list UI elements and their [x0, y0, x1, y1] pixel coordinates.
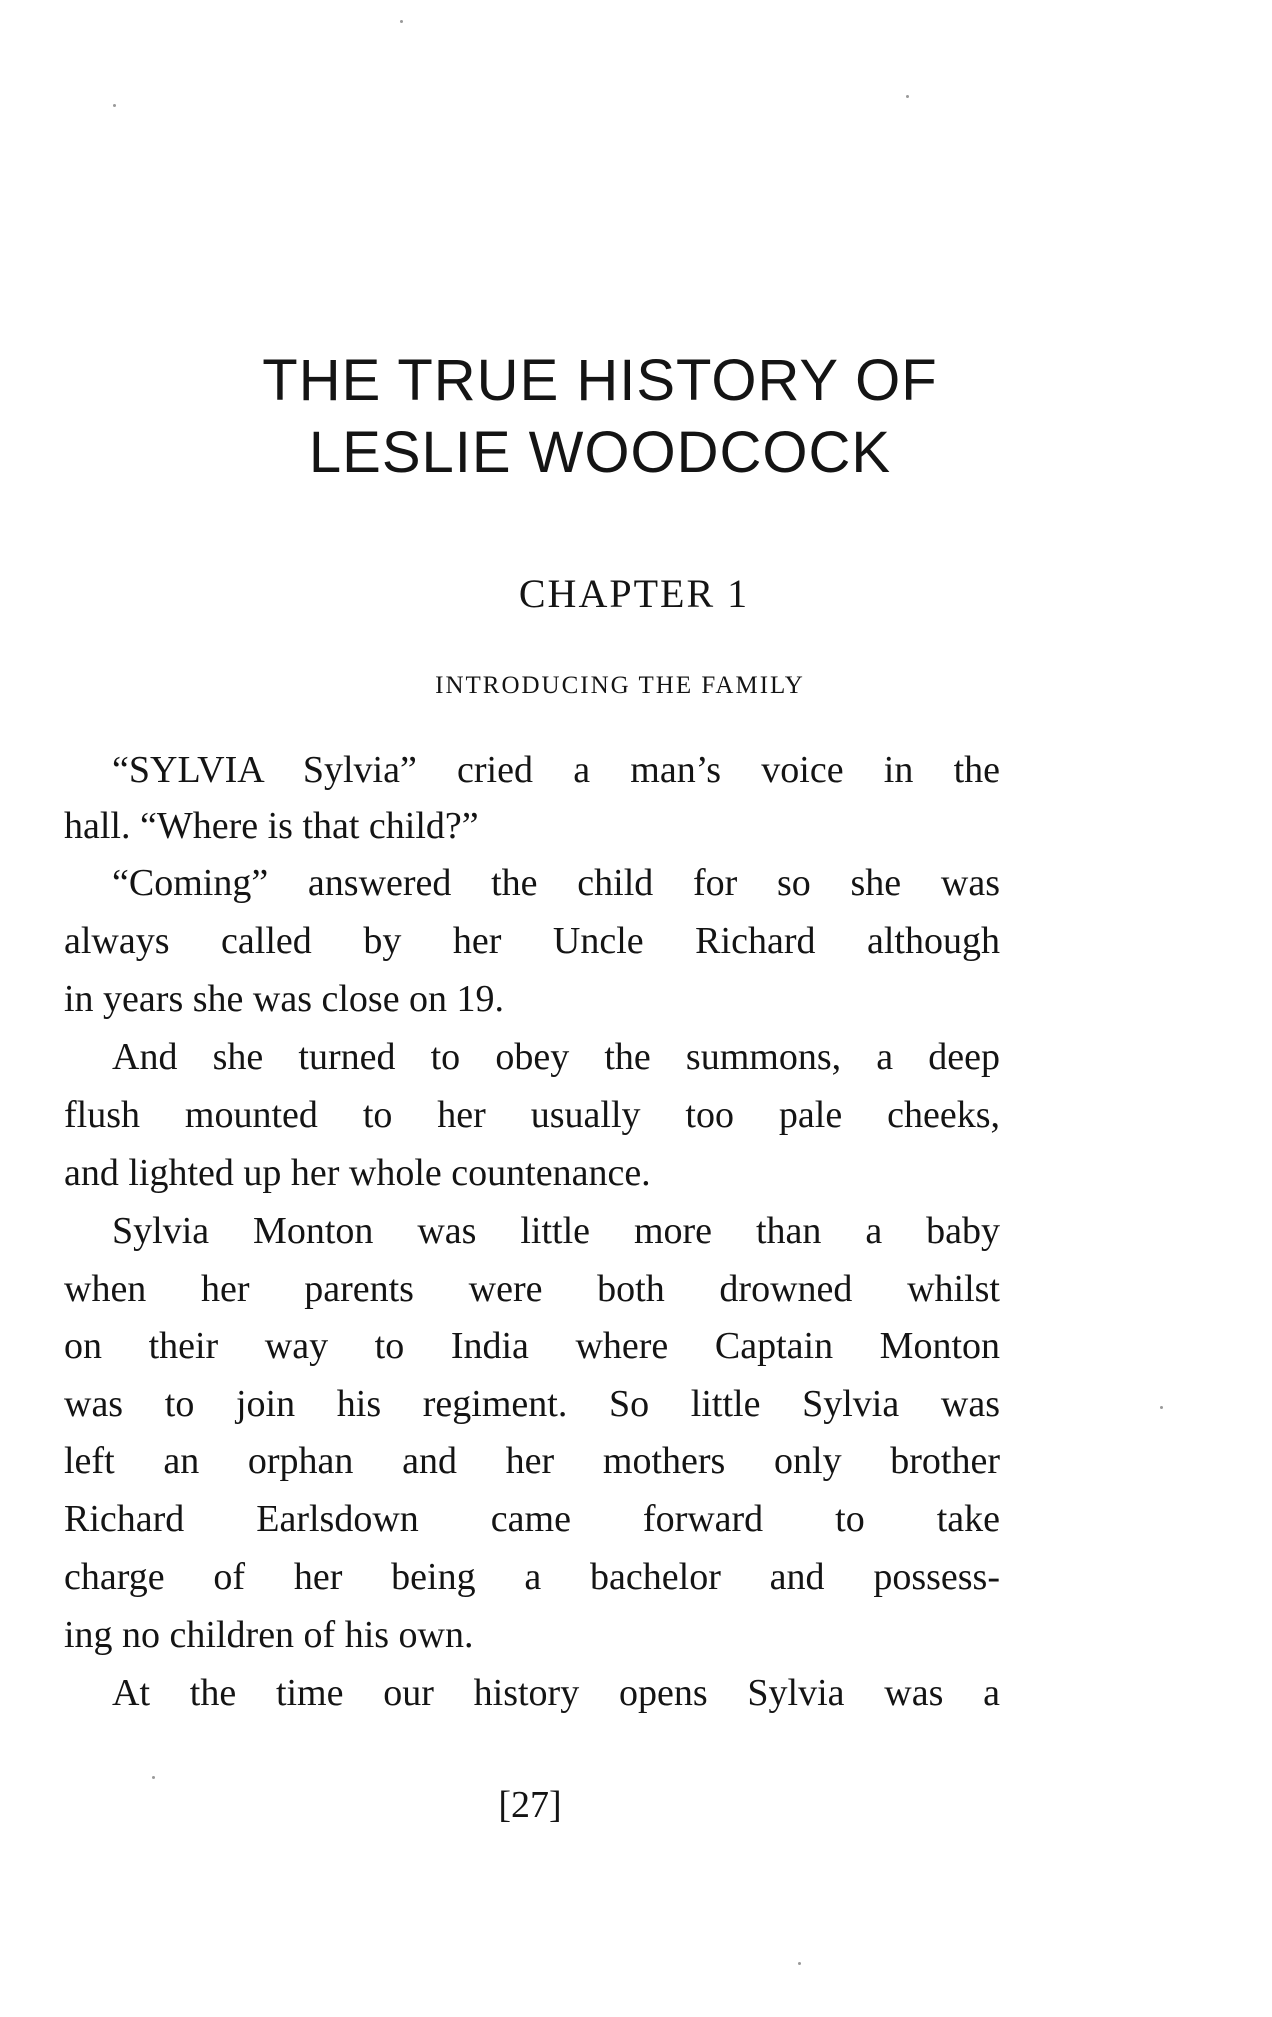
text-line: on their way to India where Captain Monton — [64, 1325, 1000, 1367]
paper-speck — [798, 1962, 801, 1965]
text-line: hall. “Where is that child?” — [64, 805, 479, 847]
text-line: always called by her Uncle Richard although — [64, 920, 1000, 962]
page-number-text: [27] — [498, 1784, 562, 1826]
text-line: And she turned to obey the summons, a deep — [112, 1036, 1000, 1078]
text-line: was to join his regiment. So little Sylvia was — [64, 1383, 1000, 1425]
book-title-line-1: THE TRUE HISTORY OF — [262, 348, 938, 413]
paper-speck — [152, 1776, 155, 1779]
text-line: and lighted up her whole countenance. — [64, 1152, 651, 1194]
chapter-heading — [0, 570, 1272, 617]
page-number — [0, 1783, 1272, 1827]
text-line: flush mounted to her usually too pale cheeks, — [64, 1094, 1000, 1136]
text-line: in years she was close on 19. — [64, 978, 505, 1020]
paper-speck — [1160, 1406, 1163, 1409]
paper-speck — [400, 20, 403, 23]
paper-speck — [113, 104, 116, 107]
paper-speck — [906, 95, 909, 98]
text-line: “Coming” answered the child for so she was — [112, 862, 1000, 904]
text-line: left an orphan and her mothers only brother — [64, 1440, 1000, 1482]
text-line: At the time our history opens Sylvia was a — [112, 1672, 1000, 1714]
chapter-heading-text: CHAPTER 1 — [518, 571, 750, 616]
text-line: ing no children of his own. — [64, 1614, 474, 1656]
text-line: Richard Earlsdown came forward to take — [64, 1498, 1000, 1540]
text-line: Sylvia Monton was little more than a baby — [112, 1210, 1000, 1252]
book-title-line-2: LESLIE WOODCOCK — [308, 420, 892, 485]
text-line: when her parents were both drowned whilst — [64, 1268, 1000, 1310]
chapter-subtitle — [0, 672, 1272, 700]
text-line: “SYLVIA Sylvia” cried a man’s voice in the — [112, 749, 1000, 791]
chapter-subtitle-text: INTRODUCING THE FAMILY — [435, 672, 805, 699]
text-line: charge of her being a bachelor and possess- — [64, 1556, 1000, 1598]
